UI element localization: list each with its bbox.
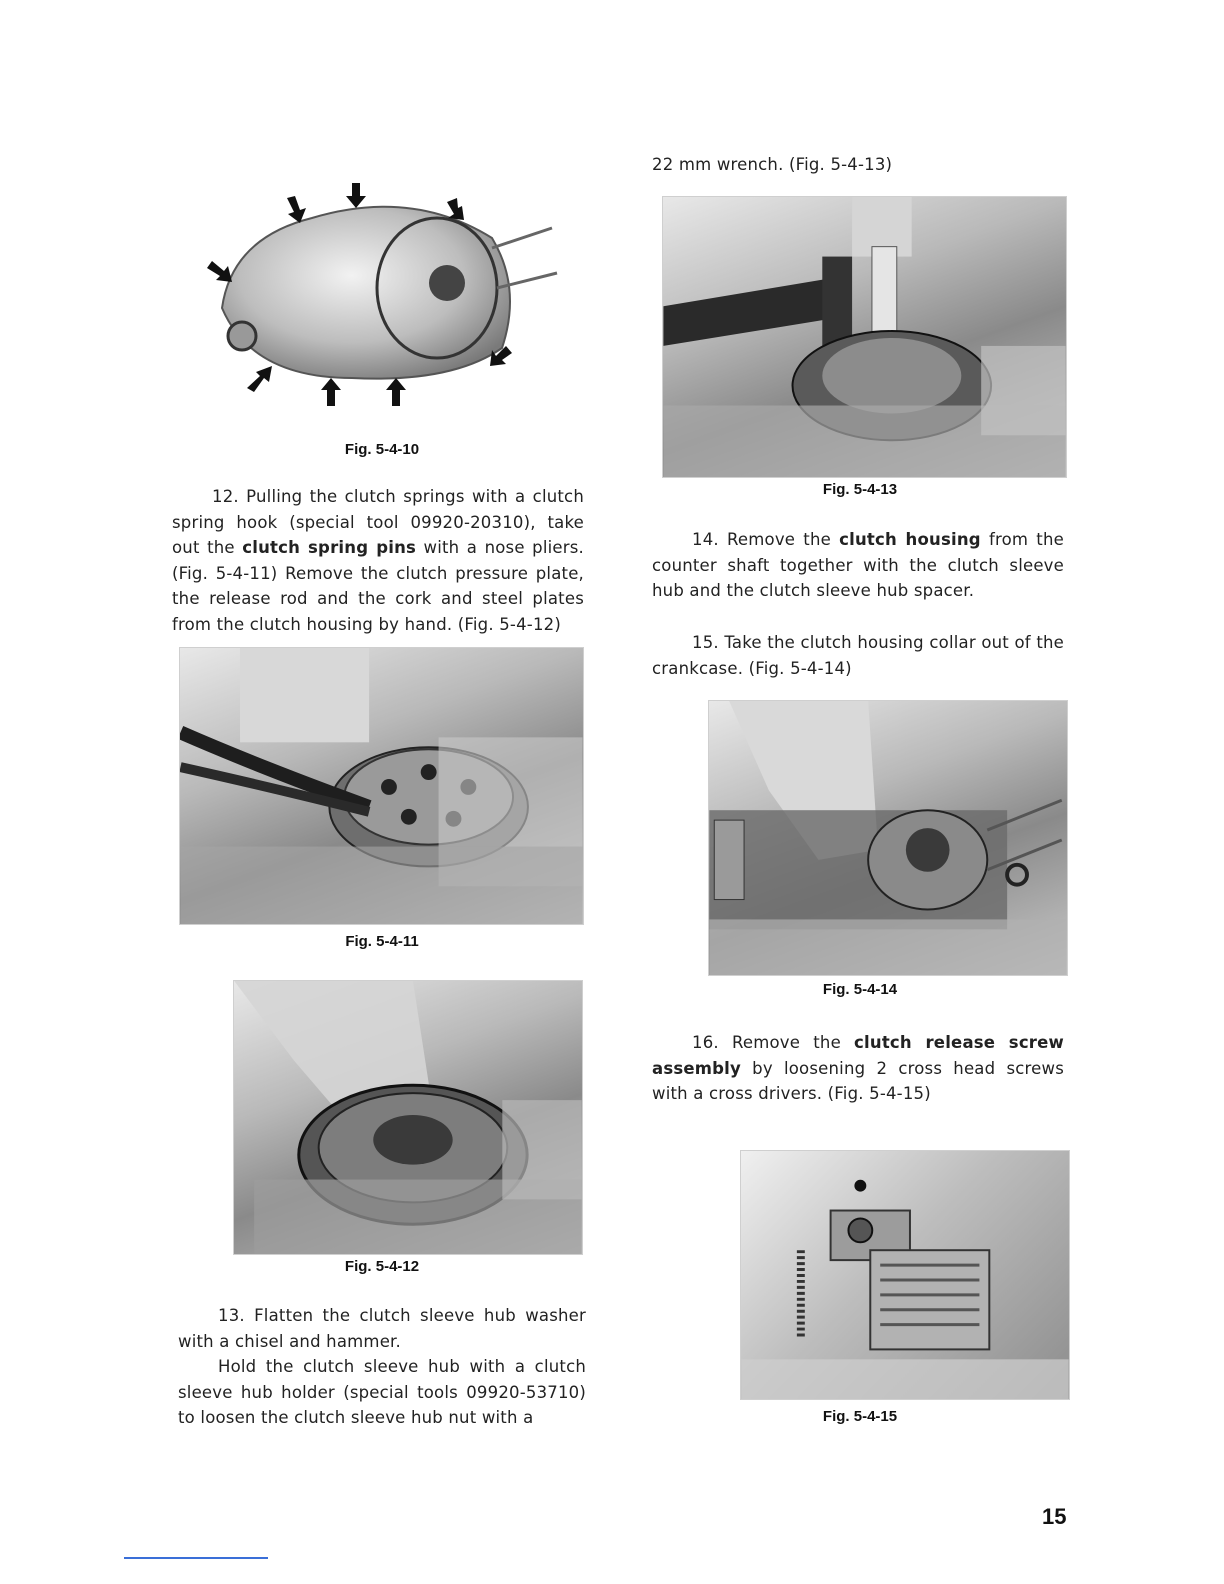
step-13-continuation: 22 mm wrench. (Fig. 5-4-13)	[652, 155, 893, 174]
step-12-text-c: with a nose pliers. (Fig. 5-4-11) Remove the clutch pressure plate, the release rod and the cork and steel plates from the clutch housing by hand. (Fig. 5-4-12)	[172, 538, 584, 634]
step-12-text-a: 12. Pulling the clutch springs with a clutch spring hook (special tool 09920-20310), take out the	[172, 487, 584, 557]
clutch-plates-illustration	[234, 981, 582, 1254]
step-15-text: 15. Take the clutch housing collar out of the crankcase. (Fig. 5-4-14)	[652, 633, 1064, 678]
step-14-text-a: 14. Remove the	[692, 530, 840, 549]
step-14-paragraph	[652, 527, 1064, 604]
photo-clutch-plates-removal	[233, 980, 583, 1255]
step-14-text-c: from the counter shaft together with the clutch sleeve hub and the clutch sleeve hub spacer.	[652, 530, 1064, 600]
step-12-paragraph	[172, 484, 584, 637]
caption-fig-5-4-14: Fig. 5-4-14	[822, 981, 898, 998]
photo-release-screw-assembly	[740, 1150, 1070, 1400]
step-16-text-a: 16. Remove the	[692, 1033, 855, 1052]
photo-sleeve-hub-holder	[662, 196, 1067, 478]
step-13-line2: Hold the clutch sleeve hub with a clutch sleeve hub holder (special tools 09920-53710) to loosen the clutch sleeve hub nut with a	[178, 1357, 586, 1427]
housing-collar-illustration	[709, 701, 1067, 975]
step-16-term: clutch release screw assembly	[652, 1033, 1064, 1078]
clutch-cover-illustration	[202, 178, 562, 410]
photo-clutch-spring-pins	[179, 647, 584, 925]
caption-fig-5-4-10: Fig. 5-4-10	[344, 441, 420, 458]
page-number: 15	[1042, 1504, 1067, 1529]
caption-fig-5-4-11: Fig. 5-4-11	[345, 933, 419, 950]
clutch-spring-pins-illustration	[180, 648, 583, 924]
caption-fig-5-4-15: Fig. 5-4-15	[822, 1408, 898, 1425]
step-13-line1: 13. Flatten the clutch sleeve hub washer with a chisel and hammer.	[178, 1306, 586, 1351]
step-16-text-c: by loosening 2 cross head screws with a cross drivers. (Fig. 5-4-15)	[652, 1058, 1064, 1103]
step-16-paragraph	[652, 1030, 1064, 1107]
photo-clutch-cover	[202, 178, 562, 410]
photo-housing-collar	[708, 700, 1068, 976]
step-12-term: clutch spring pins	[242, 538, 417, 557]
step-13-paragraph	[178, 1303, 586, 1431]
step-15-paragraph	[652, 630, 1064, 681]
release-screw-illustration	[741, 1151, 1069, 1399]
footer-divider	[124, 1557, 268, 1559]
caption-fig-5-4-12: Fig. 5-4-12	[344, 1258, 420, 1275]
caption-fig-5-4-13: Fig. 5-4-13	[822, 481, 898, 498]
step-14-term: clutch housing	[839, 530, 981, 549]
sleeve-hub-holder-illustration	[663, 197, 1066, 477]
